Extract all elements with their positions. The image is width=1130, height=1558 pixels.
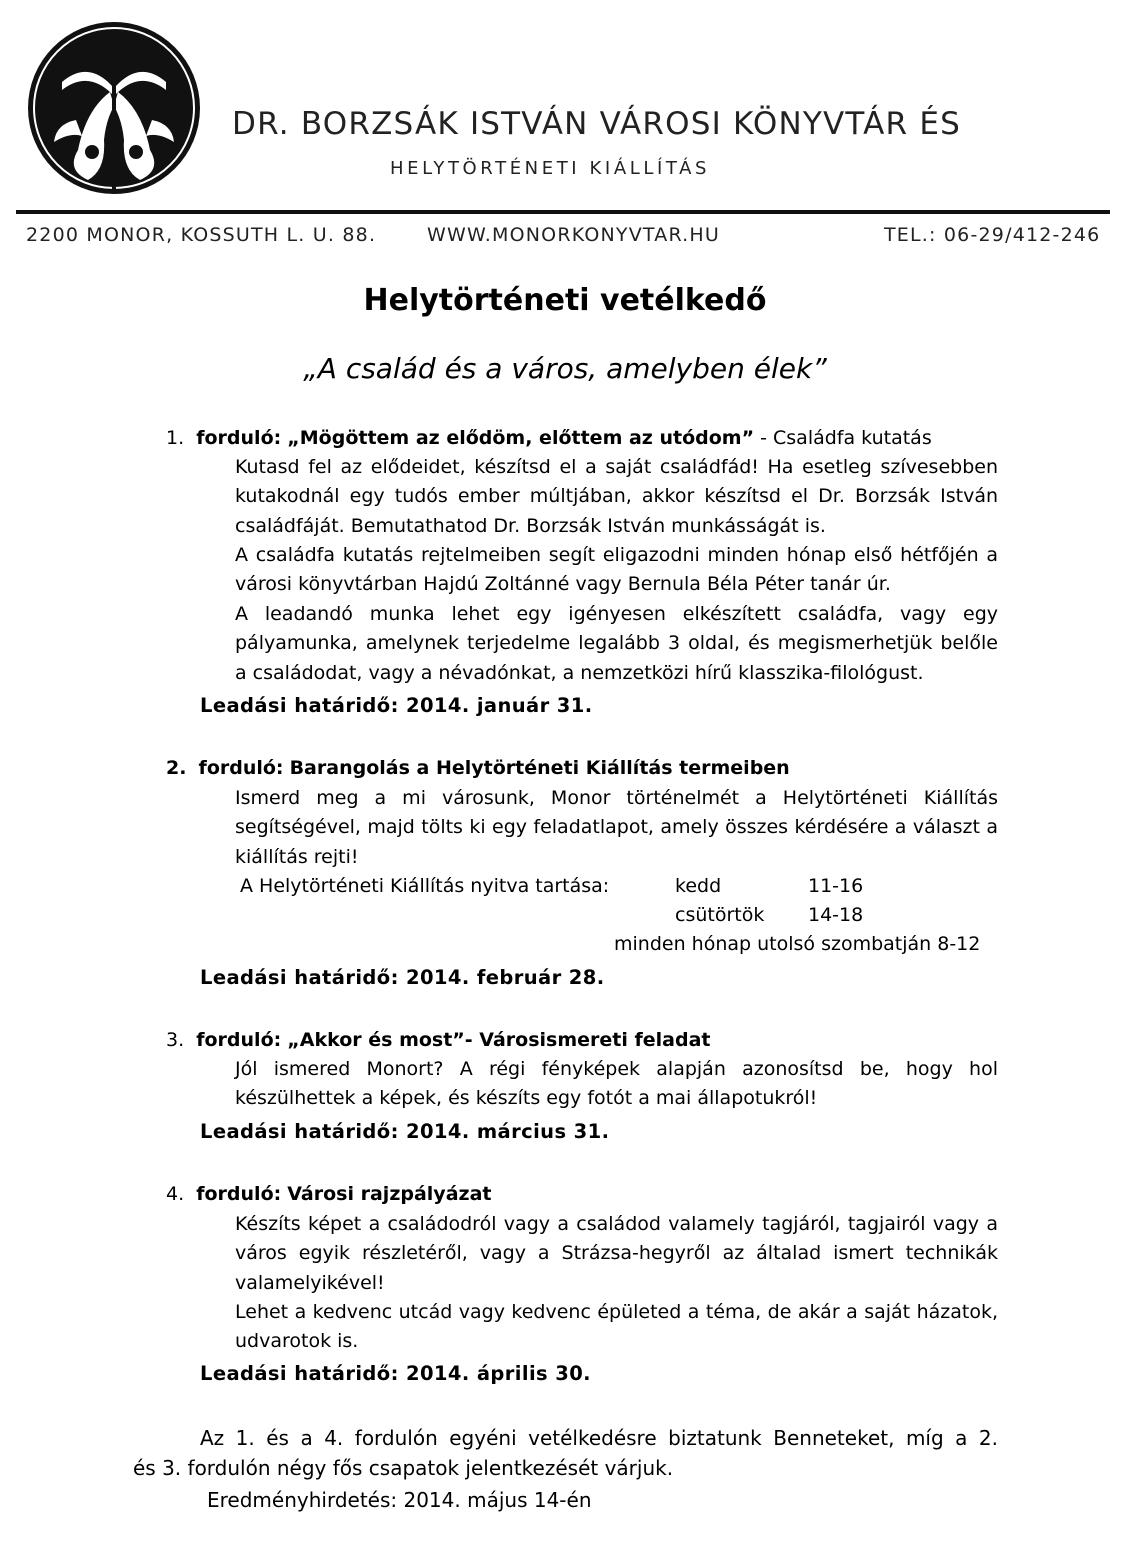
round-number: 3. (166, 1029, 185, 1051)
hours-time: 11-16 (808, 875, 864, 897)
round-number: 4. (166, 1183, 185, 1205)
page-title: Helytörténeti vetélkedő (363, 283, 767, 318)
hours-time: 14-18 (808, 904, 864, 926)
round-3-heading (166, 1026, 710, 1055)
letterhead-rule (16, 210, 1110, 214)
round-number: 1. (166, 427, 185, 449)
round-2-heading (166, 754, 790, 783)
round-3-deadline: Leadási határidő: 2014. március 31. (200, 1120, 610, 1143)
closing-line-2: és 3. fordulón négy fős csapatok jelentkezését várjuk. (133, 1456, 674, 1480)
opening-hours-label: A Helytörténeti Kiállítás nyitva tartása: (240, 875, 610, 897)
library-logo (26, 20, 202, 196)
page-subtitle: „A család és a város, amelyben élek” (303, 352, 827, 385)
round-label: forduló: (196, 1029, 282, 1051)
library-phone: TEL.: 06-29/412-246 (884, 224, 1101, 246)
round-1-heading (166, 424, 932, 453)
round-label: forduló: (196, 427, 282, 449)
round-2-deadline: Leadási határidő: 2014. február 28. (200, 966, 605, 989)
round-label: forduló: (198, 757, 284, 779)
round-number: 2. (166, 757, 187, 779)
hours-extra: minden hónap utolsó szombatján 8-12 (614, 933, 981, 955)
results-announcement: Eredményhirdetés: 2014. május 14-én (207, 1488, 592, 1512)
hours-day: kedd (675, 875, 722, 897)
library-name: DR. BORZSÁK ISTVÁN VÁROSI KÖNYVTÁR ÉS (232, 106, 961, 142)
round-1-deadline: Leadási határidő: 2014. január 31. (200, 694, 593, 717)
round-2-paragraph-1: Ismerd meg a mi városunk, Monor történelmét a Helytörténeti Kiállítás segítségével, majd tölts ki egy feladatlapot, amely összes kérdésére a választ a kiállítás rejti! (235, 787, 998, 868)
library-subtitle: HELYTÖRTÉNETI KIÁLLÍTÁS (390, 158, 711, 179)
library-website: WWW.MONORKONYVTAR.HU (427, 224, 721, 246)
round-1-paragraph-3: A leadandó munka lehet egy igényesen elkészített családfa, vagy egy pályamunka, amelynek terjedelme legalább 3 oldal, és megismerhetjük belőle a családodat, vagy a névadónkat, a nemzetközi hírű klasszika-filológust. (235, 603, 998, 684)
round-1-paragraph-1: Kutasd fel az elődeidet, készítsd el a saját családfád! Ha esetleg szívesebben kutakodnál egy tudós ember múltjában, akkor készítsd el Dr. Borzsák István családfáját. Bemutathatod Dr. Borzsák István munkásságát is. (235, 456, 998, 537)
round-4-heading (166, 1180, 491, 1209)
round-4-deadline: Leadási határidő: 2014. április 30. (200, 1362, 591, 1385)
round-name: Városi rajzpályázat (287, 1183, 492, 1205)
hours-day: csütörtök (675, 904, 765, 926)
round-name: „Mögöttem az elődöm, előttem az utódom” (287, 427, 755, 449)
round-name: „Akkor és most”- Városismereti feladat (287, 1029, 711, 1051)
closing-line-1: Az 1. és a 4. fordulón egyéni vetélkedésre biztatunk Benneteket, míg a 2. (200, 1426, 998, 1450)
round-suffix: - Családfa kutatás (760, 427, 932, 449)
round-label: forduló: (196, 1183, 282, 1205)
library-address: 2200 MONOR, KOSSUTH L. U. 88. (26, 224, 377, 246)
round-4-paragraph-2: Lehet a kedvenc utcád vagy kedvenc épületed a téma, de akár a saját házatok, udvarotok is. (235, 1301, 998, 1353)
round-4-paragraph-1: Készíts képet a családodról vagy a családod valamely tagjáról, tagjairól vagy a város egyik részletéről, vagy a Strázsa-hegyről az általad ismert technikák valamelyikével! (235, 1213, 998, 1294)
round-name: Barangolás a Helytörténeti Kiállítás termeiben (289, 757, 790, 779)
round-1-paragraph-2: A családfa kutatás rejtelmeiben segít eligazodni minden hónap első hétfőjén a városi könyvtárban Hajdú Zoltánné vagy Bernula Béla Péter tanár úr. (235, 544, 998, 596)
round-3-paragraph-1: Jól ismered Monort? A régi fényképek alapján azonosítsd be, hogy hol készülhettek a képek, és készíts egy fotót a mai állapotukról! (235, 1058, 998, 1110)
